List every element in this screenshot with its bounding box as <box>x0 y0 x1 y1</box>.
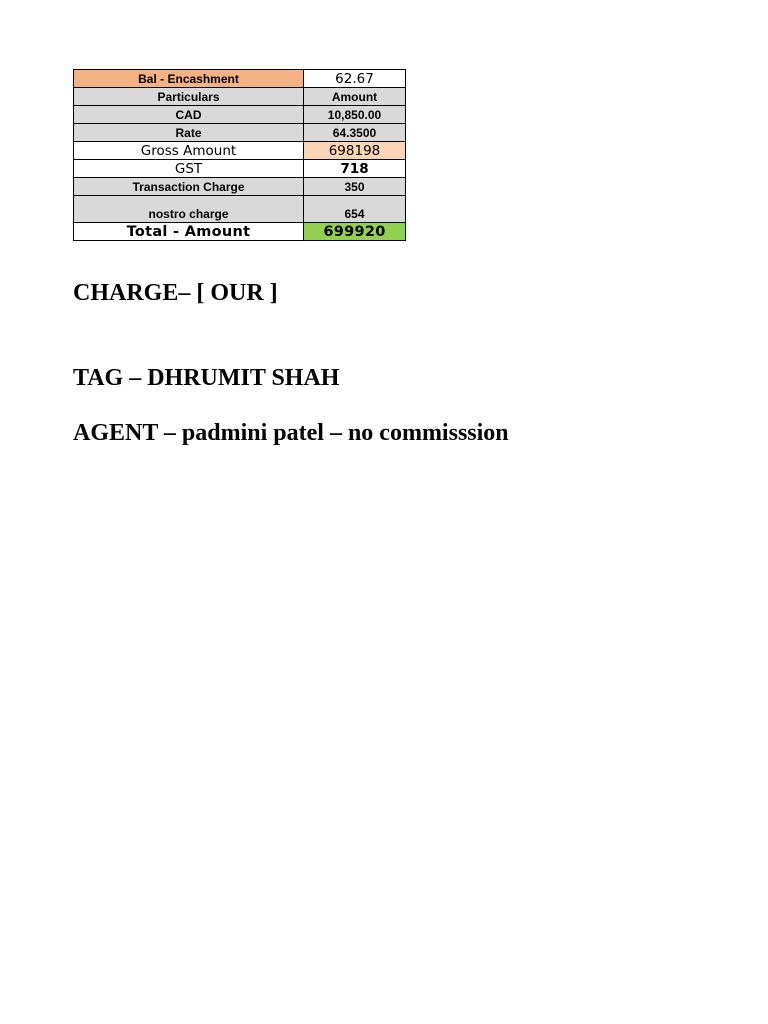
gross-amount-value: 698198 <box>304 142 406 160</box>
table-row-header <box>74 70 406 88</box>
gst-value: 718 <box>304 160 406 178</box>
agent-note: AGENT – padmini patel – no commisssion <box>73 420 509 446</box>
gross-amount-label: Gross Amount <box>74 142 304 160</box>
nostro-charge-label: nostro charge <box>74 196 304 223</box>
total-amount-label: Total - Amount <box>74 223 304 241</box>
particulars-header: Particulars <box>74 88 304 106</box>
table-row <box>74 124 406 142</box>
transaction-charge-label: Transaction Charge <box>74 178 304 196</box>
encashment-table <box>73 69 406 241</box>
table-row <box>74 142 406 160</box>
table-row <box>74 178 406 196</box>
table-row <box>74 106 406 124</box>
charge-note: CHARGE– [ OUR ] <box>73 280 278 306</box>
table-row <box>74 196 406 223</box>
table-row-columns <box>74 88 406 106</box>
table-row <box>74 160 406 178</box>
tag-note: TAG – DHRUMIT SHAH <box>73 365 340 391</box>
bal-encashment-label: Bal - Encashment <box>74 70 304 88</box>
rate-value: 64.3500 <box>304 124 406 142</box>
rate-label: Rate <box>74 124 304 142</box>
cad-label: CAD <box>74 106 304 124</box>
amount-header: Amount <box>304 88 406 106</box>
nostro-charge-value: 654 <box>304 196 406 223</box>
gst-label: GST <box>74 160 304 178</box>
cad-value: 10,850.00 <box>304 106 406 124</box>
bal-encashment-value: 62.67 <box>304 70 406 88</box>
transaction-charge-value: 350 <box>304 178 406 196</box>
table-row-total <box>74 223 406 241</box>
total-amount-value: 699920 <box>304 223 406 241</box>
